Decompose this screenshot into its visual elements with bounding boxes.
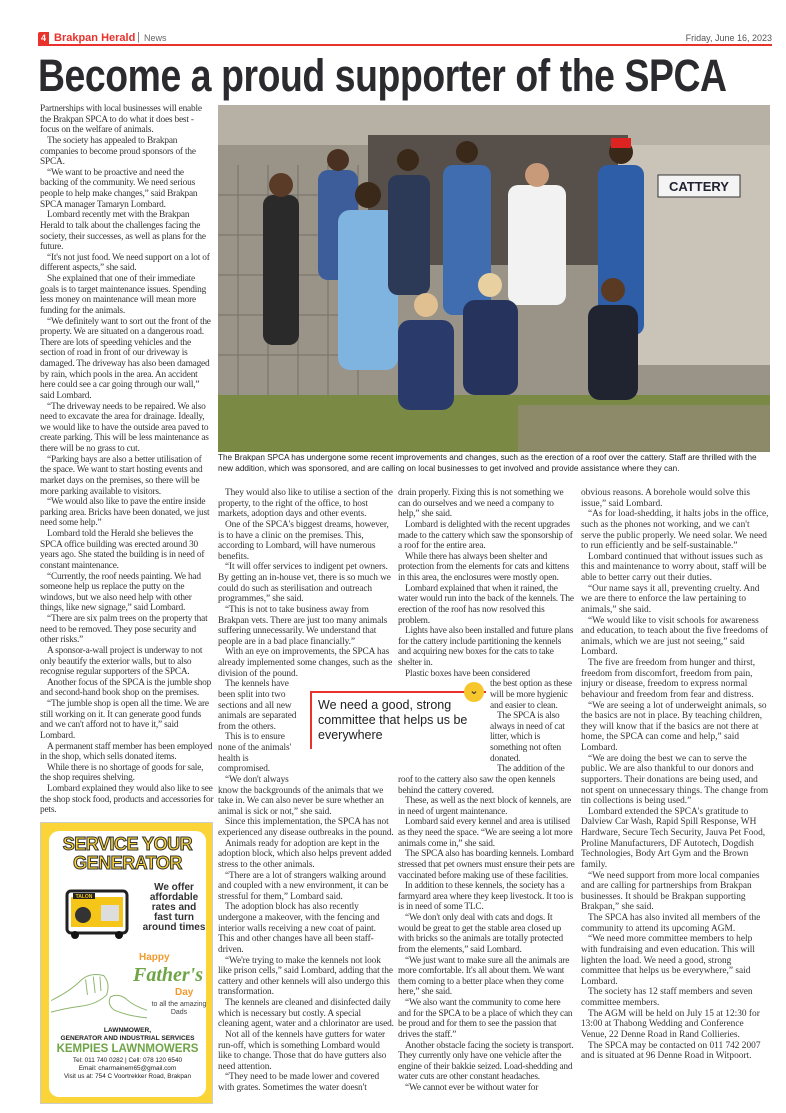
section-label: News — [144, 33, 167, 43]
ad-business-name: KEMPIES LAWNMOWERS — [56, 1043, 199, 1055]
article-paragraph: “It's not just food. We need support on a lot of different aspects,” she said. — [40, 252, 210, 274]
article-paragraph: One of the SPCA's biggest dreams, however, is to have a clinic on the premises. This, according to Lombard, will have numerous benefits. — [218, 519, 389, 562]
article-paragraph: The five are freedom from hunger and thirst, freedom from discomfort, freedom from pain, injury or disease, freedom to express normal behaviour and freedom from fear and distress. — [581, 658, 756, 700]
article-column-3 — [398, 488, 575, 1094]
ad-phone[interactable]: Tel: 011 740 0282 | Cell: 078 120 6540 — [72, 1057, 183, 1064]
article-paragraph: The adoption block has also recently undergone a makeover, with the fencing and interior walls receiving a new coat of paint. This and other changes have all been staff-driven. — [218, 902, 380, 955]
article-paragraph: The society has 12 staff members and seven committee members. — [581, 987, 753, 1008]
article-paragraph: “We would like to visit schools for awareness and education, to teach about the five freedoms of animals, which we are just not seeing,” said Lombard. — [581, 615, 769, 658]
ad-services-2: GENERATOR AND INDUSTRIAL SERVICES — [60, 1034, 195, 1042]
ad-address: Visit us at: 754 C Voortrekker Road, Brakpan — [63, 1073, 192, 1080]
article-paragraph: “They need to be made lower and covered with grates. Sometimes the water doesn't — [218, 1072, 380, 1093]
article-paragraph: Lombard explained that when it rained, the water would run into the back of the kennels. The erection of the roof has now resolved this problem. — [398, 583, 574, 626]
ad-happy: Happy — [139, 952, 170, 963]
article-paragraph: The SPCA is also always in need of cat litter, which is something not often donated. — [490, 711, 565, 764]
cattery-sign: CATTERY — [669, 179, 729, 194]
article-paragraph: “We also want the community to come here and for the SPCA to be a place of which they can be proud and for them to see the passion that drives the staff.” — [398, 998, 573, 1040]
ad-offer-text: We offer affordable rates and fast turn around times — [142, 882, 206, 933]
article-paragraph: Lombard told the Herald she believes the SPCA office building was erected around 30 years ago. She stated the building is in need of constant maintenance. — [40, 529, 205, 571]
article-paragraph: “We just want to make sure all the animals are more comfortable. It's all about them. We want them coming to a better place when they come here,” she said. — [398, 955, 570, 998]
article-paragraph: These, as well as the next block of kennels, are in need of urgent maintenance. — [398, 796, 572, 817]
article-paragraph: Lombard recently met with the Brakpan Herald to talk about the challenges facing the society, their successes, as well as plans for the future. — [40, 210, 206, 253]
article-column-1 — [40, 104, 214, 816]
article-paragraph: The addition of the roof to the cattery also saw the open kennels behind the cattery covered. — [398, 764, 565, 796]
article-paragraph: While there is no shortage of goods for sale, the shop requires shelving. — [40, 762, 204, 784]
article-paragraph: Plastic boxes have been considered — [405, 668, 531, 679]
article-paragraph: “We need support from more local companies and are calling for partnerships from Brakpan businesses. It should be Brakpan supporting Brakpan,” she said. — [581, 870, 760, 913]
article-paragraph: “We would also like to pave the entire inside parking area. Bricks have been donated, we just need some help.” — [40, 497, 210, 529]
article-paragraph: Not all of the kennels have gutters for water run-off, which is something Lombard would like to change. Those that do have gutters also need attention. — [218, 1029, 387, 1072]
article-paragraph: “We cannot ever be without water for — [405, 1083, 539, 1093]
article-paragraph: “The jumble shop is open all the time. We are still working on it. It can generate good funds and we can't afford not to have it,” said Lombard. — [40, 699, 209, 741]
article-paragraph: “There are a lot of strangers walking around and coupled with a new environment, it can be stressful for them,” Lombard said. — [218, 870, 389, 902]
article-paragraph: The AGM will be held on July 15 at 12:30 for 13:00 at Thabong Wedding and Conference Venue, 22 Denne Road in Rand Collieries. — [581, 1008, 760, 1040]
ad-email[interactable]: Email: charmainem65@gmail.com — [78, 1065, 177, 1072]
ad-headline-line-2: GENERATOR — [73, 853, 182, 873]
header-separator: | — [137, 31, 140, 43]
article-paragraph: “We definitely want to sort out the front of the property. We are situated on a dangerous road. There are lots of speeding vehicles and the section of road in front of our driveway is damaged. The driveway has also been damaged by rain, which pools in the area. An accident here could see a car going through our wall,” said Lombard. — [40, 316, 211, 401]
article-paragraph: The kennels have been split into two sections and all new animals are separated from the others. — [218, 679, 297, 732]
article-column-4 — [581, 488, 771, 1062]
article-paragraph: The SPCA also has boarding kennels. Lombard stressed that pet owners must ensure their pets are vaccinated before making use of these facilities. — [398, 849, 575, 881]
article-paragraph: “The driveway needs to be repaired. We also need to excavate the area for drainage. Ideally, we would like to have the outside area paved to create parking. This will be less maintenance as there will be no grass to cut. — [40, 401, 209, 454]
ad-fathers: Father's — [133, 964, 204, 986]
article-paragraph: “Our name says it all, preventing cruelty. And we are there to enforce the law pertaining to animals,” she said. — [581, 583, 760, 615]
article-paragraph: “There are six palm trees on the property that need to be removed. They pose security and other risks.” — [40, 614, 208, 646]
article-paragraph: Partnerships with local businesses will enable the Brakpan SPCA to do what it does best - focus on the welfare of animals. — [40, 104, 202, 136]
article-paragraph: “We need more committee members to help with fundraising and even education. This will lighten the load. We need a good, strong committee that helps us be everywhere,” said Lombard. — [581, 934, 755, 987]
article-paragraph: “Currently, the roof needs painting. We had someone help us replace the putty on the windows, but we also need help with other things, like new signage,” said Lombard. — [40, 571, 201, 614]
article-paragraph: The SPCA may be contacted on 011 742 2007 and is situated at 96 Denne Road in Witpoort. — [581, 1040, 761, 1062]
article-photo — [218, 105, 770, 452]
article-paragraph: “Parking bays are also a better utilisation of the space. We want to start hosting events and market days on the premises, so there will be more parking available to visitors. — [40, 454, 203, 497]
article-paragraph: While there has always been shelter and protection from the elements for cats and kittens in this area, the enclosures were mostly open. — [398, 551, 570, 583]
article-paragraph: “It will offer services to indigent pet owners. By getting an in-house vet, there is so much we could do such as sterilisation and outreach programmes,” she said. — [218, 562, 391, 605]
article-paragraph: Lombard continued that without issues such as this and maintenance to worry about, staff will be able to better carry out their duties. — [581, 551, 767, 583]
article-paragraph: Lombard extended the SPCA's gratitude to Dalview Car Wash, Rapid Spill Response, WH Hardware, Secure Tech Security, Jauva Pet Food, Proline Manufacturers, DF Autotech, Dogdish Technologies, Body Art Gym and the Brown family. — [581, 806, 766, 870]
article-paragraph: drain properly. Fixing this is not something we can do ourselves and we need a company to help,” she said. — [398, 488, 564, 520]
article-paragraph: Lombard is delighted with the recent upgrades made to the cattery which saw the sponsorship of a roof for the entire area. — [398, 519, 573, 552]
issue-date: Friday, June 16, 2023 — [685, 33, 772, 43]
ad-services-1: LAWNMOWER, — [103, 1027, 152, 1034]
article-paragraph: Since this implementation, the SPCA has not experienced any disease outbreaks in the pound. — [218, 817, 394, 838]
generator-image — [63, 883, 131, 941]
article-paragraph: “We're trying to make the kennels not look like prison cells,” said Lombard, adding that the cattery and other kennels will also undergo this transformation. — [218, 955, 393, 998]
article-paragraph: With an eye on improvements, the SPCA has already implemented some changes, such as the division of the pound. — [218, 647, 393, 679]
article-paragraph: This is to ensure none of the animals' health is compromised. — [218, 732, 292, 775]
article-paragraph: In addition to these kennels, the society has a farmyard area where they keep livestock. It too is is in need of some TLC. — [398, 881, 573, 913]
article-paragraph: “We are doing the best we can to serve the public. We are also thankful to our donors and supporters. Their donations are being used, and not spent on unnecessary things. The change from tin collections is being used.” — [581, 753, 769, 807]
publication-name: Brakpan Herald — [54, 32, 136, 44]
article-paragraph: The SPCA has also invited all members of the community to attend its upcoming AGM. — [581, 913, 761, 934]
pull-quote: We need a good, strong committee that helps us be everywhere — [310, 691, 486, 749]
headline: Become a proud supporter of the SPCA — [38, 50, 727, 101]
article-paragraph: The kennels are cleaned and disinfected daily which is necessary but costly. A special cleaning agent, water and a chlorinator are used. — [218, 998, 394, 1030]
ad-day: Day — [175, 987, 194, 998]
article-paragraph: She explained that one of their immediate goals is to target maintenance issues. Spending less money on maintenance will mean more funding for the animals. — [40, 274, 207, 316]
article-paragraph: “We are seeing a lot of underweight animals, so the basics are not in place. By teaching children, they will know that if the basics are not there at home, the SPCA can come and help,” said Lombard. — [581, 700, 767, 753]
article-paragraph: A sponsor-a-wall project is underway to not only beautify the exterior walls, but to also recognise regular supporters of the SPCA. — [40, 645, 203, 678]
article-paragraph: Lombard explained they would also like to see the shop stock food, products and accessories for pets. — [40, 784, 214, 816]
ad-contact-block — [49, 1027, 206, 1081]
chevron-down-icon: ⌄ — [464, 682, 484, 702]
article-paragraph: the best option as these will be more hygienic and easier to clean. — [490, 679, 572, 711]
article-paragraph: “As for load-shedding, it halts jobs in the office, such as the phones not working, and we can't serve the public properly. We need solar. We need to run efficiently and be self-sustainable.” — [581, 509, 769, 552]
page-number: 4 — [38, 32, 49, 45]
article-paragraph: “We don't only deal with cats and dogs. It would be great to get the stable area closed up with bricks so the animals are totally protected from the elements,” said Lombard. — [398, 913, 564, 955]
photo-caption: The Brakpan SPCA has undergone some recent improvements and changes, such as the erection of a roof over the cattery. Staff are thrilled with the new addition, which was sponsored, and are calling on local businesses to get involved and provide assistance where they can. — [218, 453, 757, 473]
article-paragraph: “This is not to take business away from Brakpan vets. There are just too many animals suffering unnecessarily. We understand that people are in a bad place financially.” — [218, 604, 388, 647]
article-paragraph: “We want to be proactive and need the backing of the community. We need serious people to help make changes,” said Brakpan SPCA manager Tamaryn Lombard. — [40, 167, 198, 210]
generator-brand-label: TALON — [75, 894, 93, 900]
article-paragraph: Lights have also been installed and future plans for the cattery include partitioning the kennels and acquiring new boxes for the cats to take shelter in. — [398, 626, 574, 668]
article-paragraph: They would also like to utilise a section of the property, to the right of the office, to host markets, adoption days and other events. — [218, 488, 393, 520]
article-paragraph: Another obstacle facing the society is transport. They currently only have one vehicle after the engine of their bakkie seized. Load-shedding and water cuts are other constant headaches. — [398, 1040, 574, 1083]
article-paragraph: The society has appealed to Brakpan companies to become proud sponsors of the SPCA. — [40, 135, 196, 168]
article-paragraph: Another focus of the SPCA is the jumble shop and second-hand book shop on the premises. — [40, 677, 212, 699]
article-paragraph: Lombard said every kennel and area is utilised as they need the space. “We are seeing a lot more animals come in,” she said. — [398, 817, 573, 849]
article-column-2 — [218, 488, 394, 1094]
page-header — [38, 31, 772, 46]
article-paragraph: “We don't always know the backgrounds of the animals that we take in. We can also never be sure whether an animal is sick or not,” she said. — [218, 774, 384, 817]
article-paragraph: obvious reasons. A borehole would solve this issue,” said Lombard. — [581, 488, 750, 509]
ad-dads: to all the amazing Dads — [151, 1001, 207, 1016]
article-paragraph: Animals ready for adoption are kept in the adoption block, which also helps prevent added stress to the other animals. — [218, 838, 392, 870]
advertisement-kempies-lawnmowers[interactable] — [40, 822, 213, 1104]
article-paragraph: A permanent staff member has been employed in the shop, which sells donated items. — [40, 741, 213, 763]
ad-headline-line-1: SERVICE YOUR — [62, 834, 193, 854]
